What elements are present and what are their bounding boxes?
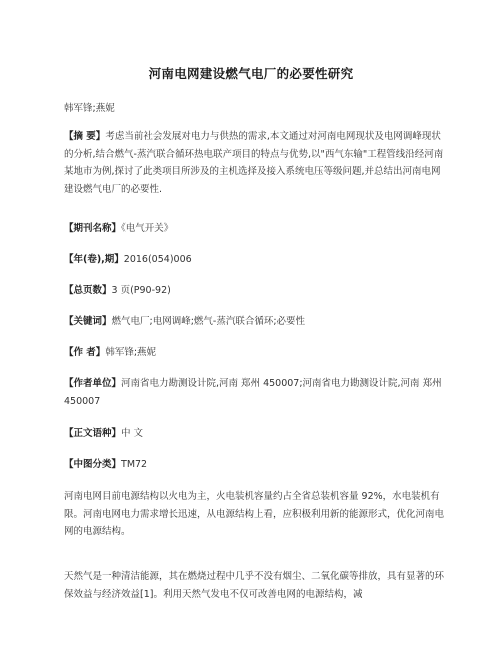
field-label: 【年(卷),期】 [64, 254, 124, 265]
field-keywords [64, 313, 444, 331]
abstract [64, 128, 444, 198]
field-page-count [64, 282, 444, 300]
field-language [64, 425, 444, 443]
field-value: 《电气开关》 [121, 223, 174, 234]
abstract-text: 考虑当前社会发展对电力与供热的需求,本文通过对河南电网现状及电网调峰现状的分析,结合燃气-蒸汽联合循环热电联产项目的特点与优势,以"西气东输"工程管线沿经河南某地市为例,探讨了此类项目所涉及的主机选择及接入系统电压等级问题,并总结出河南电网建设燃气电厂的必要性. [64, 131, 444, 195]
field-value: 河南省电力勘测设计院,河南 郑州 450007;河南省电力勘测设计院,河南 郑州 450007 [64, 378, 442, 407]
field-label: 【总页数】 [64, 285, 112, 296]
field-value: 2016(054)006 [123, 254, 192, 265]
field-label: 【正文语种】 [64, 428, 122, 439]
field-volume-issue [64, 251, 444, 269]
field-authors [64, 344, 444, 362]
abstract-label: 【摘 要】 [64, 131, 106, 142]
field-value: TM72 [121, 459, 148, 470]
field-value: 中 文 [121, 428, 144, 439]
field-journal [64, 220, 444, 238]
field-label: 【作 者】 [64, 347, 106, 358]
field-value: 3 页(P90-92) [111, 285, 171, 296]
field-label: 【期刊名称】 [64, 223, 122, 234]
field-value: 韩军锋;燕妮 [105, 347, 157, 358]
body-paragraph: 河南电网目前电源结构以火电为主，火电装机容量约占全省总装机容量 92%，水电装机有限。河南电网电力需求增长迅速，从电源结构上看，应积极利用新的能源形式，优化河南电网的电源结构。 [64, 491, 445, 537]
field-affiliation [64, 375, 444, 410]
document-title: 河南电网建设燃气电厂的必要性研究 [148, 66, 354, 81]
field-label: 【作者单位】 [64, 378, 122, 389]
field-label: 【关键词】 [64, 316, 112, 327]
author-line: 韩军锋;燕妮 [64, 103, 115, 114]
field-classification [64, 456, 444, 474]
field-value: 燃气电厂;电网调峰;燃气-蒸汽联合循环;必要性 [111, 316, 306, 327]
field-label: 【中图分类】 [64, 459, 122, 470]
body-paragraph: 天然气是一种清洁能源，其在燃烧过程中几乎不没有烟尘、二氧化碳等排放，具有显著的环保效益与经济效益[1]。利用天然气发电不仅可改善电网的电源结构，减 [64, 571, 445, 600]
